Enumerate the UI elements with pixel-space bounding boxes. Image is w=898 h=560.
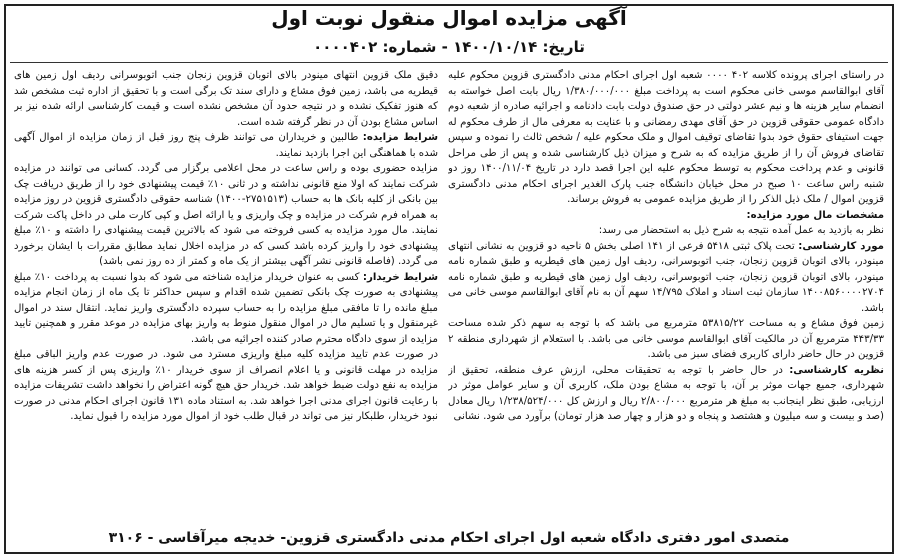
property-spec xyxy=(448,208,884,224)
intro-paragraph: در راستای اجرای پرونده کلاسه ۴۰۲ ۰۰۰۰ شعبه اول اجرای احکام مدنی دادگستری قزوین محکوم علیه آقای ابوالقاسم موسی خانی محکوم است به پرداخت مبلغ ۱/۳۸۰/۰۰۰/۰۰۰ ریال بابت اصل خواسته به انضمام سایر هزینه ها و نیم عشر دولتی در حق صندوق دولت بابت دادنامه و اجرائیه صادره از شعبه دوم دادگاه عمومی حقوقی قزوین در حق آقای مهدی رمضانی و با عنایت به معرفی مال از طرف محکوم له جهت استیفای حقوق خود بدوا تقاضای توقیف اموال و ملک محکوم علیه / شخص ثالث را نموده و سپس تقاضای فروش آن را از طریق مزایده که به شرح و میزان ذیل کارشناسی شده و پس از طی مراحل قانونی و عدم پرداخت محکوم به توسط محکوم علیه این اجرا قصد دارد در تاریخ ۱۴۰۰/۱۱/۰۴ روز دو شنبه راس ساعت ۱۰ صبح در محل خیابان دانشگاه جنب پارک الغدیر اجرای احکام مدنی دادگستری قزوین اموال / ملک ذیل الذکر را از طریق مزایده عمومی به فروش برساند. xyxy=(448,70,884,205)
expert-opinion-heading: نظریه کارشناسی: xyxy=(789,364,884,376)
buyer-conditions-text: کسی به عنوان خریدار مزایده شناخته می شود که بدوا نسبت به پرداخت ۱۰٪ مبلغ پیشنهادی به صورت چک بانکی تضمین شده اقدام و سپس حداکثر تا یک ماه از زمان انجام مزایده مبلغ مانده را تا مافقی مبلغ مزایده را به حساب سپرده دادگستری واریز نماید. انتقال سند در اموال غیرمنقول و یا تسلیم مال در اموال منقول منوط به واریز بهای مزایده در موعد مقرر و همچنین تایید مزایده از سوی دادگاه محترم صادر کننده اجرائیه می باشد. xyxy=(14,271,438,345)
header-divider xyxy=(10,62,888,63)
buyer-conditions-heading: شرایط خریدار: xyxy=(362,271,438,283)
property-address-paragraph: دقیق ملک قزوین انتهای مینودر بالای اتوبان قزوین زنجان جنب اتوبوسرانی ردیف اول زمین های قیطریه می باشد، زمین فوق مشاع و دارای سند تک برگی است و با تحقیق از اداره ثبت مشخص شد که هنوز تفکیک نشده و در نتیجه حدود آن مشخص نشده است و قیمت کارشناسی ارائه شده نیز بر اساس مشاع بودن آن در نظر گرفته شده است. xyxy=(14,70,438,128)
expert-item xyxy=(448,239,884,317)
expert-item-heading: مورد کارشناسی: xyxy=(798,240,884,252)
left-column xyxy=(14,68,438,500)
signature-footer: متصدی امور دفتری دادگاه شعبه اول اجرای احکام مدنی دادگستری قزوین- خدیجه میرآقاسی - ۳۱۰۶ xyxy=(108,530,790,546)
buyer-conditions xyxy=(14,270,438,348)
announcement-title: آگهی مزایده اموال منقول نوبت اول xyxy=(271,6,627,30)
expert-opinion-text: در حال حاضر با توجه به تحقیقات محلی، ارزش عرف منطقه، تحقیق از شهرداری، جمیع جهات موثر بر آن، با توجه به مشاع بودن ملک، کاربری آن و سایر عوامل موثر در ارزیابی، طبق نظر اینجانب به مبلغ هر مترمربع ۲/۸۰۰/۰۰۰ ریال و ارزش کل ۱/۲۳۸/۵۲۴/۰۰۰ ریال معادل (صد و بیست و سه میلیون و هشتصد و پنجاه و دو هزار و چهار صد هزار تومان) برآورد می شود. نشانی xyxy=(448,364,884,422)
property-spec-text: نظر به بازدید به عمل آمده نتیجه به شرح ذیل به استحضار می رسد: xyxy=(598,225,884,236)
auction-conditions xyxy=(14,130,438,161)
property-spec-heading: مشخصات مال مورد مزایده: xyxy=(746,209,884,221)
area-paragraph: زمین فوق مشاع و به مساحت ۵۳۸۱۵/۲۲ مترمربع می باشد که با توجه به سهم ذکر شده مساحت ۴۴۳/۳۳ مترمربع آن در مالکیت آقای ابوالقاسم موسی خانی می باشد. با استعلام از شهرداری منطقه ۲ قزوین در حال حاضر دارای کاربری فضای سبز می باشد. xyxy=(448,318,884,360)
auction-conditions-heading: شرایط مزایده: xyxy=(362,132,438,143)
participation-paragraph: مزایده حضوری بوده و راس ساعت در محل اعلامی برگزار می گردد. کسانی می توانند در مزایده شرکت نمایند که اولا منع قانونی نداشته و در ثانی ۱۰٪ قیمت پیشنهادی خود را از طریق دریافت چک بین بانکی از کلیه بانک ها به حساب (۲۷۵۱۵۱۳-۱۴۰۰) شناسه حقوقی دادگستری قزوین در روز مزایده به همراه فرم شرکت در مزایده و چک واریزی و یا ارائه اصل و کپی کارت ملی در داخل پاکت شرکت نمایند. مال مورد مزایده به کسی فروخته می شود که بالاترین قیمت پیشنهادی را داشته و ۱۰٪ مبلغ پیشنهادی خود را واریز کرده باشد کسی که در مزایده اخلال نماید مطابق مقررات با ایشان برخورد می گردد. (فاصله قانونی نشر آگهی بیشتر از یک ماه و کمتر از ده روز نمی باشد) xyxy=(14,163,438,267)
date-and-number: تاریخ: ۱۴۰۰/۱۰/۱۴ - شماره: ۰۰۰۰۴۰۲ xyxy=(313,38,585,56)
expert-opinion xyxy=(448,363,884,425)
auction-conditions-text: طالبین و خریداران می توانند ظرف پنج روز قبل از زمان مزایده از اموال آگهی شده با هماهنگی این اجرا بازدید نمایند. xyxy=(14,132,438,159)
expert-item-text: تحت پلاک ثبتی ۵۴۱۸ فرعی از ۱۴۱ اصلی بخش ۵ ناحیه دو قزوین به نشانی انتهای مینودر، بالای اتوبان قزوین زنجان، جنب اتوبوسرانی، ردیف اول زمین های قیطریه و طبق شماره نامه مینودر، بالای اتوبان قزوین زنجان، جنب اتوبوسرانی، ردیف اول زمین های قیطریه و طبق شماره نامه ۱۴۰۰۸۵۶۰۰۰۰۲۷۰۴ سازمان ثبت اسناد و املاک ۱۴/۷۹۵ سهم آن به نام آقای ابوالقاسم موسی خانی می باشد. xyxy=(448,240,884,314)
refund-paragraph: در صورت عدم تایید مزایده کلیه مبلغ واریزی مسترد می شود. در صورت عدم واریز الباقی مبلغ مزایده در مهلت قانونی و یا اعلام انصراف از سوی خریدار ۱۰٪ واریزی پس از کسر هزینه های مزایده به نفع دولت ضبط خواهد شد. خریدار حق هیچ گونه اعتراض را نخواهد داشت تشریفات مزایده با رعایت قانون اجرای مدنی اجرا خواهد شد. به استناد ماده ۱۳۱ قانون اجرای احکام مدنی در صورت نبود خریدار، طلبکار نیز می تواند در قبال طلب خود از اموال مورد مزایده را قبول نماید. xyxy=(14,349,438,422)
right-column xyxy=(448,68,884,500)
